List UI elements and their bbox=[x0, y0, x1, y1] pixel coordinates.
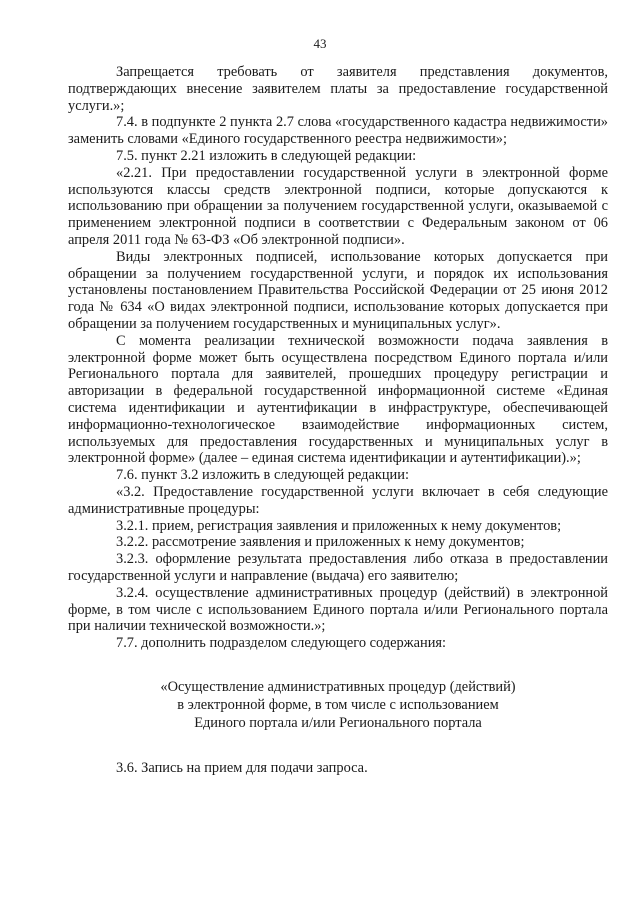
subsection-heading bbox=[68, 678, 608, 732]
paragraph-3-2: «3.2. Предоставление государственной услуги включает в себя следующие административные процедуры: bbox=[68, 483, 608, 517]
paragraph-2-21: «2.21. При предоставлении государственной услуги в электронной форме используются классы средств электронной подписи, которые допускаются к использованию при обращении за получением государственной услуги, оказываемой с применением электронной подписи в соответствии с Федеральным законом от 06 апреля 2011 года № 63-ФЗ «Об электронной подписи». bbox=[68, 164, 608, 248]
paragraph-7-4: 7.4. в подпункте 2 пункта 2.7 слова «государственного кадастра недвижимости» заменить словами «Единого государственного реестра недвижимости»; bbox=[68, 114, 608, 148]
page-number: 43 bbox=[313, 36, 327, 51]
paragraph-payment-prohibition: Запрещается требовать от заявителя представления документов, подтверждающих внесение заявителем платы за предоставление государственной услуги.»; bbox=[68, 64, 608, 114]
paragraph-signature-types: Виды электронных подписей, использование которых допускается при обращении за получением государственной услуги, и порядок их использования установлены постановлением Правительства Российской Федерации от 25 июня 2012 года № 634 «О видах электронной подписи, использование которых допускается при обращении за получением государственных и муниципальных услуг». bbox=[68, 248, 608, 332]
heading-line: «Осуществление административных процедур (действий) bbox=[160, 678, 516, 695]
paragraph-3-2-3: 3.2.3. оформление результата предоставления либо отказа в предоставлении государственной услуги и направление (выдача) его заявителю; bbox=[68, 551, 608, 584]
paragraph-electronic-submission: С момента реализации технической возможности подача заявления в электронной форме может быть осуществлена посредством Единого портала и/или Регионального портала для заявителей, прошедших процедуру регистрации и авторизации в федеральной государственной информационной системе «Единая система идентификации и аутентификации в инфраструктуре, обеспечивающей информационно-технологическое взаимодействие информационных систем, используемых для предоставления государственных и муниципальных услуг в электронной форме» (далее – единая система идентификации и аутентификации).»; bbox=[68, 332, 608, 467]
document-body bbox=[68, 64, 608, 777]
paragraph-3-6: 3.6. Запись на прием для подачи запроса. bbox=[116, 759, 368, 776]
heading-line: в электронной форме, в том числе с использованием bbox=[177, 696, 499, 713]
paragraph-3-2-4: 3.2.4. осуществление административных процедур (действий) в электронной форме, в том числе с использованием Единого портала и/или Регионального портала при наличии технической возможности.»; bbox=[68, 584, 608, 635]
paragraph-7-7: 7.7. дополнить подразделом следующего содержания: bbox=[116, 635, 447, 652]
paragraph-3-2-2: 3.2.2. рассмотрение заявления и приложенных к нему документов; bbox=[116, 534, 525, 551]
paragraph-7-6: 7.6. пункт 3.2 изложить в следующей редакции: bbox=[116, 467, 409, 484]
paragraph-3-2-1: 3.2.1. прием, регистрация заявления и приложенных к нему документов; bbox=[116, 517, 562, 534]
paragraph-7-5: 7.5. пункт 2.21 изложить в следующей редакции: bbox=[116, 147, 417, 164]
heading-line: Единого портала и/или Регионального портала bbox=[194, 714, 482, 731]
